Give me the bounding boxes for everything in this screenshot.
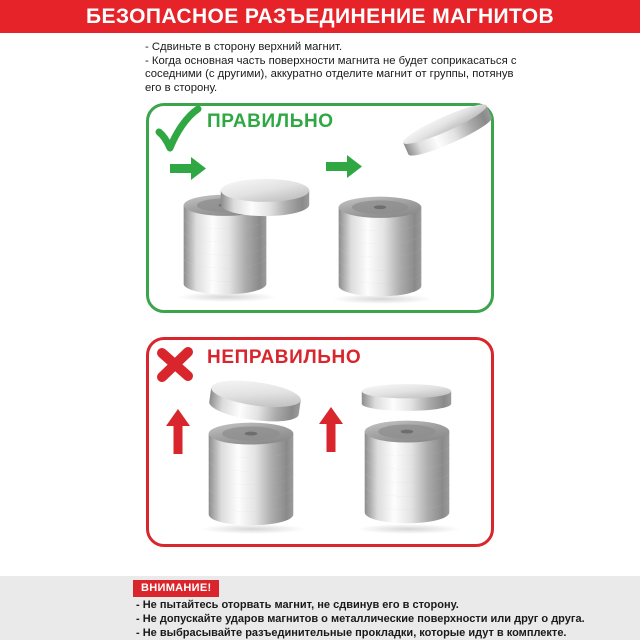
magnet-disc-separated	[398, 97, 497, 163]
magnet-disc-lifted	[360, 383, 453, 412]
arrow-up-icon	[319, 407, 343, 452]
magnet-stack	[207, 421, 295, 527]
x-icon	[155, 345, 195, 383]
magnet-stack	[337, 195, 423, 298]
arrow-up-icon	[166, 409, 190, 454]
warning-badge: ВНИМАНИЕ!	[133, 580, 219, 597]
check-icon	[153, 106, 203, 154]
arrow-right-icon	[326, 155, 362, 178]
magnet-stack	[363, 419, 451, 525]
warning-band	[0, 576, 640, 640]
instruction-line: - Когда основная часть поверхности магнита не будет соприкасаться с соседними (с другими), аккуратно отделите магнит от группы, потянув его в сторону.	[145, 54, 517, 94]
warning-list	[136, 599, 585, 640]
warning-item: - Не пытайтесь оторвать магнит, не сдвинув его в сторону.	[136, 599, 459, 611]
warning-item: - Не выбрасывайте разъединительные прокладки, которые идут в комплекте.	[136, 626, 567, 639]
stack-shadow	[357, 524, 461, 534]
header-bar	[0, 0, 640, 33]
page-title: БЕЗОПАСНОЕ РАЗЪЕДИНЕНИЕ МАГНИТОВ	[85, 5, 555, 28]
warning-item: - Не допускайте ударов магнитов о металлические поверхности или друг о друга.	[136, 612, 585, 625]
incorrect-panel-title: НЕПРАВИЛЬНО	[207, 347, 362, 368]
instruction-line: - Сдвиньте в сторону верхний магнит.	[145, 41, 343, 53]
instructions	[145, 41, 531, 95]
arrow-right-icon	[170, 157, 206, 180]
incorrect-panel	[146, 337, 494, 547]
correct-panel-title: ПРАВИЛЬНО	[207, 111, 334, 132]
correct-panel	[146, 103, 494, 313]
magnet-disc-slid	[219, 177, 311, 218]
